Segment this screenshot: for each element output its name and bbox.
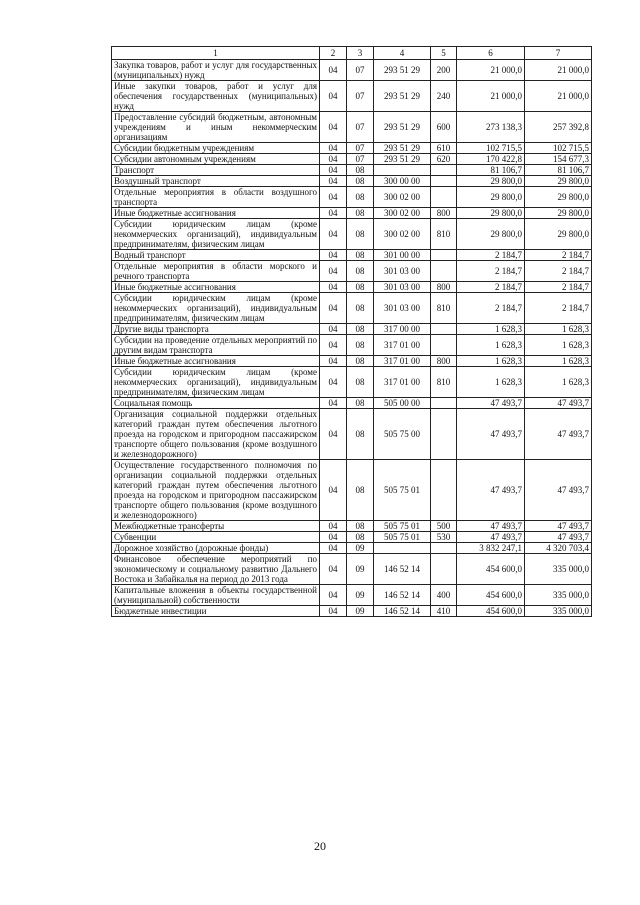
table-row [112, 282, 592, 293]
expense-type-code [431, 176, 457, 187]
amount-year-2: 1 628,3 [525, 356, 592, 367]
expense-type-code: 500 [431, 521, 457, 532]
table-row [112, 324, 592, 335]
target-article-code: 301 03 00 [374, 282, 431, 293]
row-name: Транспорт [112, 165, 320, 176]
subsection-code: 08 [347, 293, 374, 324]
table-row [112, 60, 592, 81]
row-name: Иные бюджетные ассигнования [112, 356, 320, 367]
row-name: Субсидии на проведение отдельных мероприятий по другим видам транспорта [112, 335, 320, 356]
subsection-code: 08 [347, 324, 374, 335]
row-name: Другие виды транспорта [112, 324, 320, 335]
amount-year-2: 335 000,0 [525, 554, 592, 585]
table-row [112, 250, 592, 261]
subsection-code: 09 [347, 585, 374, 606]
amount-year-1: 1 628,3 [457, 324, 525, 335]
amount-year-2: 47 493,7 [525, 521, 592, 532]
amount-year-1: 1 628,3 [457, 356, 525, 367]
subsection-code: 08 [347, 250, 374, 261]
section-code: 04 [320, 219, 347, 250]
table-row [112, 219, 592, 250]
amount-year-1: 47 493,7 [457, 460, 525, 521]
section-code: 04 [320, 324, 347, 335]
amount-year-1: 3 832 247,1 [457, 543, 525, 554]
row-name: Иные бюджетные ассигнования [112, 282, 320, 293]
target-article-code: 505 75 00 [374, 409, 431, 460]
subsection-code: 08 [347, 165, 374, 176]
row-name: Осуществление государственного полномочия по организации социальной поддержки отдельных категорий граждан путем обеспечения льготного проезда на городском и пригородном пассажирском транспорте общего пользования (кроме воздушного и железнодорожного) [112, 460, 320, 521]
header-cell: 3 [347, 47, 374, 60]
subsection-code: 08 [347, 208, 374, 219]
amount-year-1: 47 493,7 [457, 532, 525, 543]
header-cell: 4 [374, 47, 431, 60]
expense-type-code [431, 187, 457, 208]
subsection-code: 08 [347, 261, 374, 282]
table-row [112, 356, 592, 367]
section-code: 04 [320, 585, 347, 606]
row-name: Межбюджетные трансферты [112, 521, 320, 532]
subsection-code: 07 [347, 112, 374, 143]
table-row [112, 398, 592, 409]
subsection-code: 08 [347, 335, 374, 356]
amount-year-2: 2 184,7 [525, 250, 592, 261]
table-row [112, 460, 592, 521]
subsection-code: 07 [347, 143, 374, 154]
amount-year-1: 21 000,0 [457, 81, 525, 112]
page-number: 20 [314, 839, 326, 853]
table-row [112, 176, 592, 187]
subsection-code: 08 [347, 460, 374, 521]
amount-year-2: 154 677,3 [525, 154, 592, 165]
target-article-code: 293 51 29 [374, 154, 431, 165]
row-name: Субсидии юридическим лицам (кроме некоммерческих организаций), индивидуальным предпринимателям, физическим лицам [112, 367, 320, 398]
amount-year-2: 4 320 703,4 [525, 543, 592, 554]
section-code: 04 [320, 165, 347, 176]
row-name: Закупка товаров, работ и услуг для государственных (муниципальных) нужд [112, 60, 320, 81]
table-row [112, 409, 592, 460]
header-cell: 7 [525, 47, 592, 60]
expense-type-code: 810 [431, 367, 457, 398]
amount-year-2: 29 800,0 [525, 187, 592, 208]
header-row [112, 47, 592, 60]
amount-year-2: 2 184,7 [525, 261, 592, 282]
target-article-code: 300 02 00 [374, 219, 431, 250]
expense-type-code: 200 [431, 60, 457, 81]
target-article-code: 317 01 00 [374, 367, 431, 398]
amount-year-1: 454 600,0 [457, 554, 525, 585]
section-code: 04 [320, 356, 347, 367]
subsection-code: 08 [347, 176, 374, 187]
table-row [112, 165, 592, 176]
row-name: Дорожное хозяйство (дорожные фонды) [112, 543, 320, 554]
expense-type-code: 530 [431, 532, 457, 543]
expense-type-code: 800 [431, 208, 457, 219]
subsection-code: 08 [347, 187, 374, 208]
amount-year-2: 1 628,3 [525, 324, 592, 335]
amount-year-2: 47 493,7 [525, 532, 592, 543]
amount-year-2: 29 800,0 [525, 219, 592, 250]
subsection-code: 07 [347, 60, 374, 81]
table-row [112, 554, 592, 585]
subsection-code: 08 [347, 367, 374, 398]
table-row [112, 521, 592, 532]
amount-year-1: 29 800,0 [457, 219, 525, 250]
target-article-code: 300 02 00 [374, 208, 431, 219]
row-name: Субсидии юридическим лицам (кроме некоммерческих организаций), индивидуальным предпринимателям, физическим лицам [112, 293, 320, 324]
target-article-code: 317 01 00 [374, 335, 431, 356]
target-article-code: 317 01 00 [374, 356, 431, 367]
section-code: 04 [320, 532, 347, 543]
section-code: 04 [320, 187, 347, 208]
table-row [112, 261, 592, 282]
budget-table-body [112, 47, 592, 617]
amount-year-1: 454 600,0 [457, 606, 525, 617]
row-name: Капитальные вложения в объекты государственной (муниципальной) собственности [112, 585, 320, 606]
row-name: Организация социальной поддержки отдельных категорий граждан путем обеспечения льготного проезда на городском и пригородном пассажирском транспорте общего пользования (кроме воздушного и железнодорожного) [112, 409, 320, 460]
amount-year-1: 1 628,3 [457, 367, 525, 398]
expense-type-code: 610 [431, 143, 457, 154]
table-row [112, 606, 592, 617]
amount-year-2: 2 184,7 [525, 282, 592, 293]
target-article-code: 146 52 14 [374, 554, 431, 585]
target-article-code: 293 51 29 [374, 81, 431, 112]
amount-year-2: 335 000,0 [525, 585, 592, 606]
table-row [112, 367, 592, 398]
section-code: 04 [320, 460, 347, 521]
table-row [112, 532, 592, 543]
header-cell: 2 [320, 47, 347, 60]
row-name: Субсидии автономным учреждениям [112, 154, 320, 165]
amount-year-2: 21 000,0 [525, 81, 592, 112]
expense-type-code [431, 554, 457, 585]
amount-year-1: 47 493,7 [457, 409, 525, 460]
section-code: 04 [320, 398, 347, 409]
section-code: 04 [320, 293, 347, 324]
row-name: Воздушный транспорт [112, 176, 320, 187]
subsection-code: 09 [347, 606, 374, 617]
expense-type-code [431, 324, 457, 335]
row-name: Предоставление субсидий бюджетным, автономным учреждениям и иным некоммерческим организациям [112, 112, 320, 143]
amount-year-2: 47 493,7 [525, 409, 592, 460]
amount-year-1: 273 138,3 [457, 112, 525, 143]
subsection-code: 08 [347, 356, 374, 367]
amount-year-2: 47 493,7 [525, 398, 592, 409]
target-article-code: 505 75 01 [374, 460, 431, 521]
amount-year-2: 1 628,3 [525, 367, 592, 398]
subsection-code: 08 [347, 409, 374, 460]
section-code: 04 [320, 176, 347, 187]
amount-year-2: 21 000,0 [525, 60, 592, 81]
subsection-code: 08 [347, 532, 374, 543]
row-name: Отдельные мероприятия в области морского и речного транспорта [112, 261, 320, 282]
amount-year-2: 47 493,7 [525, 460, 592, 521]
section-code: 04 [320, 81, 347, 112]
subsection-code: 09 [347, 554, 374, 585]
table-row [112, 143, 592, 154]
table-row [112, 208, 592, 219]
section-code: 04 [320, 335, 347, 356]
expense-type-code: 810 [431, 219, 457, 250]
amount-year-2: 29 800,0 [525, 208, 592, 219]
table-row [112, 112, 592, 143]
section-code: 04 [320, 261, 347, 282]
subsection-code: 09 [347, 543, 374, 554]
expense-type-code [431, 165, 457, 176]
amount-year-1: 454 600,0 [457, 585, 525, 606]
amount-year-1: 2 184,7 [457, 250, 525, 261]
target-article-code [374, 543, 431, 554]
expense-type-code [431, 261, 457, 282]
expense-type-code [431, 398, 457, 409]
section-code: 04 [320, 143, 347, 154]
amount-year-2: 81 106,7 [525, 165, 592, 176]
section-code: 04 [320, 282, 347, 293]
target-article-code: 293 51 29 [374, 143, 431, 154]
budget-table [111, 46, 592, 617]
row-name: Социальная помощь [112, 398, 320, 409]
target-article-code [374, 165, 431, 176]
target-article-code: 301 03 00 [374, 261, 431, 282]
expense-type-code: 620 [431, 154, 457, 165]
expense-type-code: 800 [431, 282, 457, 293]
subsection-code: 07 [347, 81, 374, 112]
expense-type-code [431, 543, 457, 554]
section-code: 04 [320, 112, 347, 143]
row-name: Финансовое обеспечение мероприятий по экономическому и социальному развитию Дальнего Востока и Забайкалья на период до 2013 года [112, 554, 320, 585]
target-article-code: 505 75 01 [374, 521, 431, 532]
target-article-code: 300 00 00 [374, 176, 431, 187]
target-article-code: 505 00 00 [374, 398, 431, 409]
amount-year-1: 2 184,7 [457, 261, 525, 282]
section-code: 04 [320, 60, 347, 81]
expense-type-code [431, 335, 457, 356]
amount-year-1: 29 800,0 [457, 176, 525, 187]
row-name: Отдельные мероприятия в области воздушного транспорта [112, 187, 320, 208]
amount-year-1: 47 493,7 [457, 521, 525, 532]
row-name: Водный транспорт [112, 250, 320, 261]
target-article-code: 293 51 29 [374, 60, 431, 81]
header-cell: 5 [431, 47, 457, 60]
expense-type-code: 600 [431, 112, 457, 143]
amount-year-2: 335 000,0 [525, 606, 592, 617]
amount-year-1: 1 628,3 [457, 335, 525, 356]
row-name: Субсидии бюджетным учреждениям [112, 143, 320, 154]
table-row [112, 293, 592, 324]
table-row [112, 543, 592, 554]
section-code: 04 [320, 367, 347, 398]
expense-type-code [431, 250, 457, 261]
expense-type-code: 240 [431, 81, 457, 112]
expense-type-code [431, 460, 457, 521]
subsection-code: 08 [347, 282, 374, 293]
row-name: Субсидии юридическим лицам (кроме некоммерческих организаций), индивидуальным предпринимателям, физическим лицам [112, 219, 320, 250]
target-article-code: 293 51 29 [374, 112, 431, 143]
amount-year-1: 29 800,0 [457, 208, 525, 219]
table-row [112, 585, 592, 606]
amount-year-2: 2 184,7 [525, 293, 592, 324]
expense-type-code: 800 [431, 356, 457, 367]
subsection-code: 08 [347, 219, 374, 250]
subsection-code: 07 [347, 154, 374, 165]
amount-year-1: 81 106,7 [457, 165, 525, 176]
expense-type-code [431, 409, 457, 460]
section-code: 04 [320, 606, 347, 617]
row-name: Субвенции [112, 532, 320, 543]
target-article-code: 146 52 14 [374, 606, 431, 617]
row-name: Бюджетные инвестиции [112, 606, 320, 617]
expense-type-code: 410 [431, 606, 457, 617]
section-code: 04 [320, 521, 347, 532]
table-row [112, 154, 592, 165]
section-code: 04 [320, 554, 347, 585]
expense-type-code: 400 [431, 585, 457, 606]
target-article-code: 301 03 00 [374, 293, 431, 324]
row-name: Иные закупки товаров, работ и услуг для обеспечения государственных (муниципальных) нужд [112, 81, 320, 112]
table-row [112, 81, 592, 112]
amount-year-1: 102 715,5 [457, 143, 525, 154]
subsection-code: 08 [347, 398, 374, 409]
target-article-code: 300 02 00 [374, 187, 431, 208]
amount-year-1: 170 422,8 [457, 154, 525, 165]
target-article-code: 301 00 00 [374, 250, 431, 261]
table-row [112, 335, 592, 356]
section-code: 04 [320, 208, 347, 219]
amount-year-1: 21 000,0 [457, 60, 525, 81]
section-code: 04 [320, 543, 347, 554]
section-code: 04 [320, 409, 347, 460]
amount-year-1: 47 493,7 [457, 398, 525, 409]
section-code: 04 [320, 154, 347, 165]
row-name: Иные бюджетные ассигнования [112, 208, 320, 219]
amount-year-2: 102 715,5 [525, 143, 592, 154]
target-article-code: 146 52 14 [374, 585, 431, 606]
header-cell: 6 [457, 47, 525, 60]
amount-year-1: 2 184,7 [457, 282, 525, 293]
section-code: 04 [320, 250, 347, 261]
expense-type-code: 810 [431, 293, 457, 324]
amount-year-2: 257 392,8 [525, 112, 592, 143]
target-article-code: 317 00 00 [374, 324, 431, 335]
subsection-code: 08 [347, 521, 374, 532]
amount-year-2: 29 800,0 [525, 176, 592, 187]
target-article-code: 505 75 01 [374, 532, 431, 543]
table-row [112, 187, 592, 208]
amount-year-1: 2 184,7 [457, 293, 525, 324]
header-cell: 1 [112, 47, 320, 60]
amount-year-1: 29 800,0 [457, 187, 525, 208]
amount-year-2: 1 628,3 [525, 335, 592, 356]
